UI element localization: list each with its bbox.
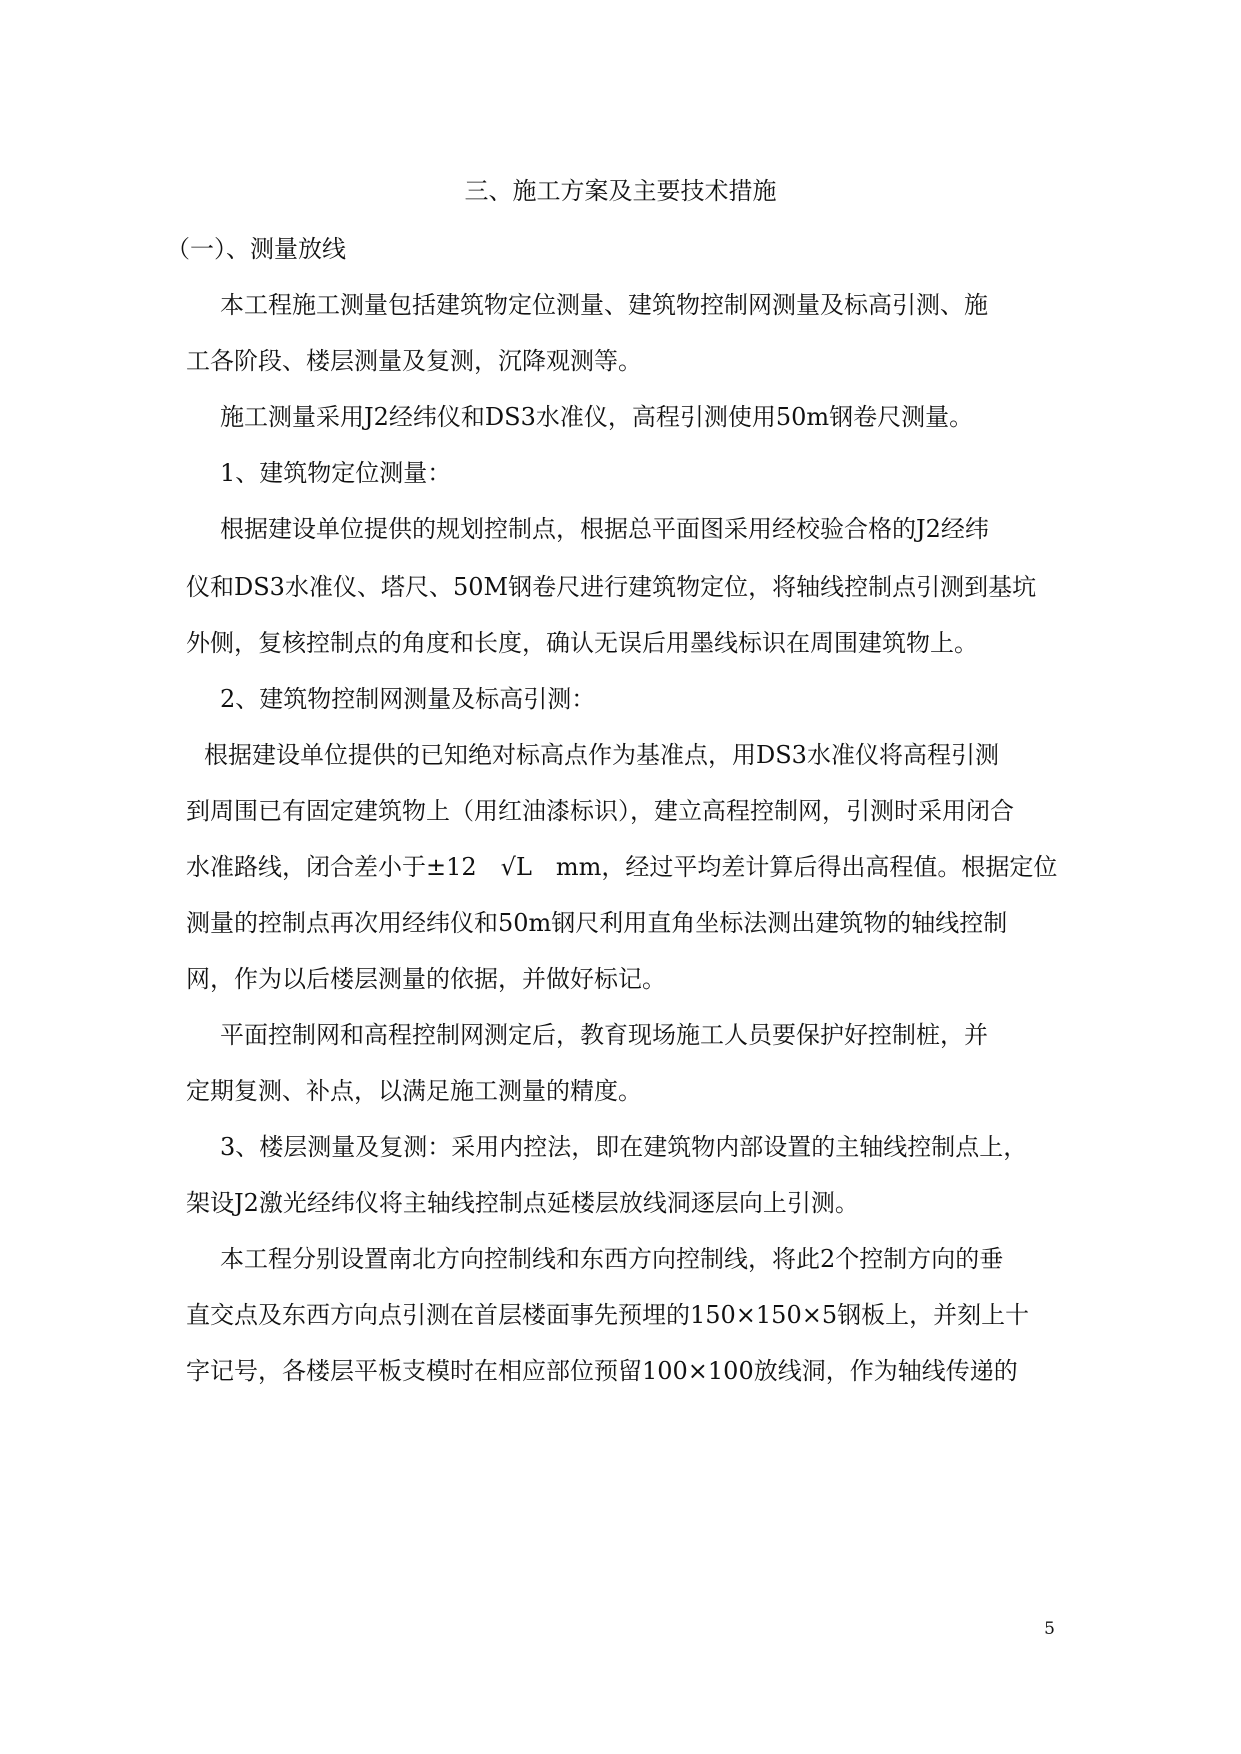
- text-line: 水准路线，闭合差小于±12 √L mm，经过平均差计算后得出高程值。根据定位: [186, 853, 1058, 881]
- text-line: 直交点及东西方向点引测在首层楼面事先预埋的150×150×5钢板上，并刻上十: [186, 1301, 1030, 1329]
- page-title: 三、施工方案及主要技术措施: [464, 177, 777, 205]
- subsection-heading: 2、建筑物控制网测量及标高引测：: [220, 685, 596, 713]
- text-line: 定期复测、补点，以满足施工测量的精度。: [186, 1077, 642, 1105]
- text-line: 本工程施工测量包括建筑物定位测量、建筑物控制网测量及标高引测、施: [220, 291, 988, 319]
- text-line: 本工程分别设置南北方向控制线和东西方向控制线，将此2个控制方向的垂: [220, 1245, 1004, 1273]
- text-line: 字记号，各楼层平板支模时在相应部位预留100×100放线洞，作为轴线传递的: [186, 1357, 1018, 1385]
- text-line: 平面控制网和高程控制网测定后，教育现场施工人员要保护好控制桩，并: [220, 1021, 988, 1049]
- text-line: 架设J2激光经纬仪将主轴线控制点延楼层放线洞逐层向上引测。: [186, 1189, 859, 1217]
- text-line: 施工测量采用J2经纬仪和DS3水准仪，高程引测使用50m钢卷尺测量。: [220, 403, 974, 431]
- text-line: 网，作为以后楼层测量的依据，并做好标记。: [186, 965, 666, 993]
- text-line: 工各阶段、楼层测量及复测，沉降观测等。: [186, 347, 642, 375]
- subsection-heading: 1、建筑物定位测量：: [220, 459, 452, 487]
- section-heading: （一）、测量放线: [166, 235, 346, 263]
- text-line: 3、楼层测量及复测：采用内控法，即在建筑物内部设置的主轴线控制点上，: [220, 1133, 1028, 1161]
- text-line: 外侧，复核控制点的角度和长度，确认无误后用墨线标识在周围建筑物上。: [186, 629, 978, 657]
- text-line: 根据建设单位提供的规划控制点，根据总平面图采用经校验合格的J2经纬: [220, 515, 989, 543]
- text-line: 测量的控制点再次用经纬仪和50m钢尺利用直角坐标法测出建筑物的轴线控制: [186, 909, 1008, 937]
- text-line: 根据建设单位提供的已知绝对标高点作为基准点，用DS3水准仪将高程引测: [204, 741, 999, 769]
- page-number: 5: [1044, 1619, 1055, 1639]
- text-line: 仪和DS3水准仪、塔尺、50M钢卷尺进行建筑物定位，将轴线控制点引测到基坑: [186, 573, 1037, 601]
- text-line: 到周围已有固定建筑物上（用红油漆标识），建立高程控制网，引测时采用闭合: [186, 797, 1014, 825]
